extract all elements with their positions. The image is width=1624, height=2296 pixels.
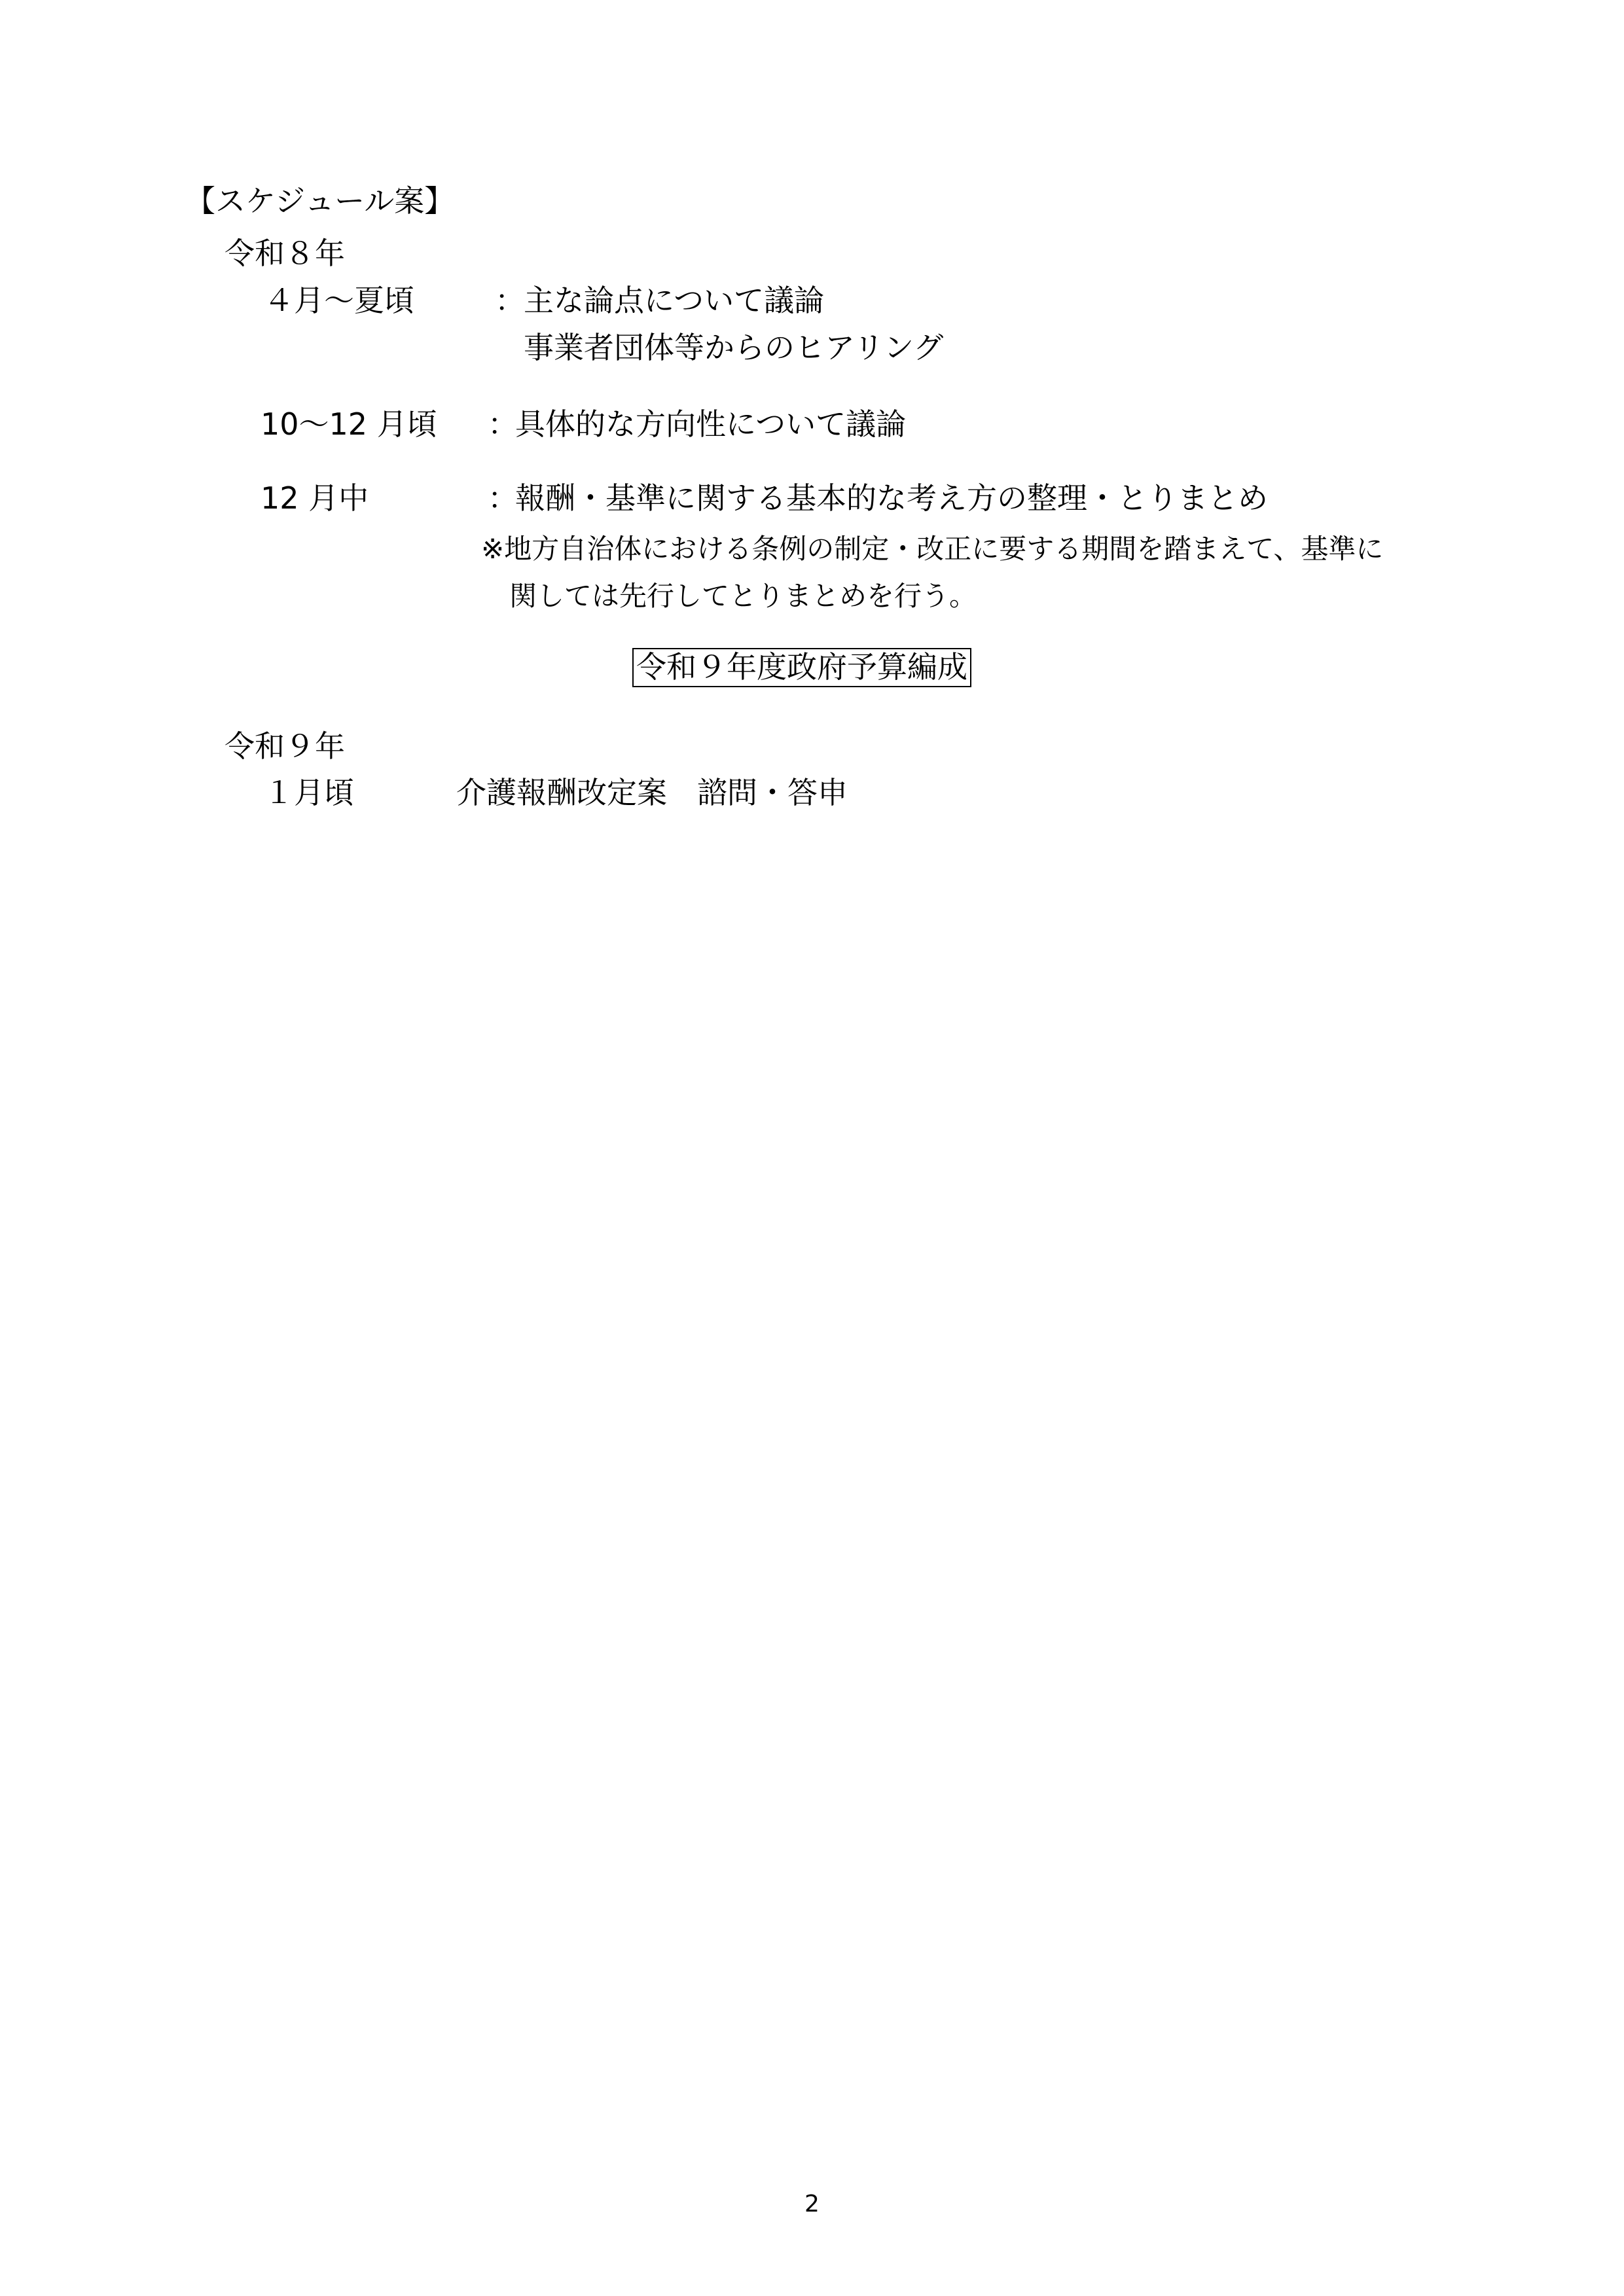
entry-content: 事業者団体等からのヒアリング [524,330,944,365]
entry-content: 介護報酬改定案 諮問・答申 [456,775,848,810]
entry-colon: ： [488,480,518,516]
page-number: 2 [804,2191,820,2217]
entry-period: 12 月中 [261,480,369,516]
budget-box-label: 令和９年度政府予算編成 [632,648,971,687]
entry-period: 10～12 月頃 [261,406,437,442]
schedule-heading: 【スケジュール案】 [185,183,455,219]
year-label-reiwa9: 令和９年 [225,728,345,764]
entry-content: 主な論点について議論 [524,283,825,318]
entry-content: 具体的な方向性について議論 [515,406,907,442]
note-line: ※地方自治体における条例の制定・改正に要する期間を踏まえて、基準に [481,533,1384,565]
year-label-reiwa8: 令和８年 [225,236,345,271]
entry-content: 報酬・基準に関する基本的な考え方の整理・とりまとめ [515,480,1268,516]
entry-colon: ： [488,406,518,442]
note-line: 関しては先行してとりまとめを行う。 [509,580,977,612]
entry-period: ４月～夏頃 [264,283,414,318]
entry-colon: ： [495,283,525,318]
entry-period: １月頃 [264,775,354,810]
